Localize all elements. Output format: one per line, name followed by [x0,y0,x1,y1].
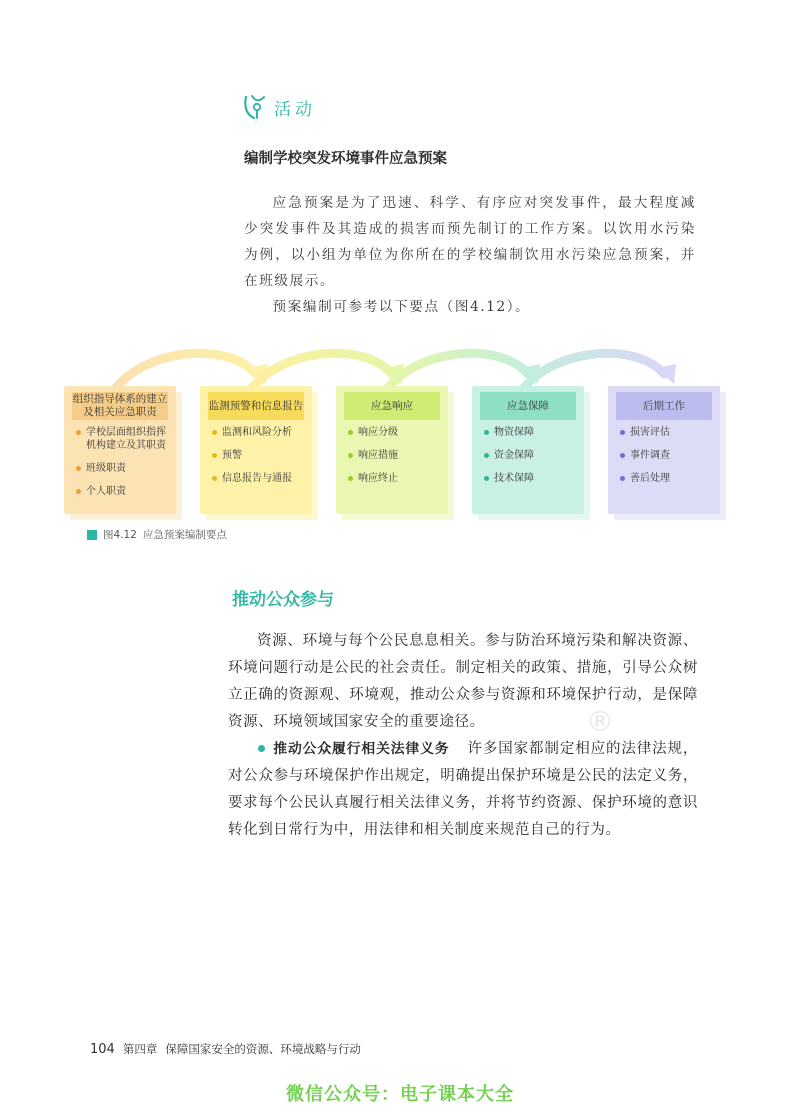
card-item: 技术保障 [482,472,578,485]
card-item: 损害评估 [618,426,714,439]
card-item: 物资保障 [482,426,578,439]
activity-paragraph-2: 预案编制可参考以下要点（图4.12）。 [272,299,531,315]
card-item: 响应分级 [346,426,442,439]
section-title: 推动公众参与 [232,590,334,610]
card-item: 监测和风险分析 [210,426,306,439]
bullet-text: 许多国家都制定相应的法律法规，对公众参与环境保护作出规定，明确提出保护环境是公民的法定义务，要求每个公民认真履行相关法律义务，并将节约资源、保护环境的意识转化到日常行为中，用法律和相关制度来规范自己的行为。 [228,741,699,838]
diagram-card-2 [200,386,312,514]
card-item: 事件调查 [618,449,714,462]
card-title: 应急保障 [480,392,576,420]
diagram-card-4 [472,386,584,514]
card-item-list [618,426,714,495]
activity-icon [242,93,268,121]
card-item: 资金保障 [482,449,578,462]
watermark-text: 微信公众号：电子课本大全 [286,1084,514,1105]
emergency-plan-diagram [56,340,720,520]
diagram-card-1 [64,386,176,514]
card-item: 信息报告与通报 [210,472,306,485]
arrow-1 [116,353,256,388]
registered-mark: ® [586,705,614,738]
card-item-list [346,426,442,495]
arrow-3 [388,353,528,388]
card-item-list [210,426,306,495]
section-paragraph-1: 资源、环境与每个公民息息相关。参与防治环境污染和解决资源、环境问题行动是公民的社会责任。制定相关的政策、措施，引导公众树立正确的资源观、环境观，推动公众参与资源和环境保护行动，是保障资源、环境领域国家安全的重要途径。 [228,633,698,730]
figure-caption [87,527,227,542]
card-title: 组织指导体系的建立及相关应急职责 [72,393,168,418]
arrow-2 [252,353,392,388]
diagram-card-3 [336,386,448,514]
card-item: 响应终止 [346,472,442,485]
card-item: 预警 [210,449,306,462]
card-title: 后期工作 [616,392,712,420]
card-item-list [482,426,578,495]
activity-header [242,92,316,122]
card-item: 班级职责 [74,462,170,475]
card-item: 个人职责 [74,485,170,498]
caption-marker [87,530,97,540]
arrow-4 [524,353,664,388]
bullet-term: 推动公众履行相关法律义务 [273,741,450,757]
page-footer [90,1041,361,1057]
caption-text: 应急预案编制要点 [142,529,227,541]
chapter-title: 保障国家安全的资源、环境战略与行动 [165,1042,361,1056]
page-number: 104 [90,1042,115,1057]
bullet-dot [258,745,265,752]
card-item: 学校层面组织指挥机构建立及其职责 [74,426,170,452]
section-paragraph-2 [228,736,698,844]
card-item: 响应措施 [346,449,442,462]
card-title: 应急响应 [344,392,440,420]
caption-number: 图4.12 [103,529,137,541]
card-item: 善后处理 [618,472,714,485]
diagram-card-5 [608,386,720,514]
activity-paragraph-1: 应急预案是为了迅速、科学、有序应对突发事件，最大程度减少突发事件及其造成的损害而预先制订的工作方案。以饮用水污染为例，以小组为单位为你所在的学校编制饮用水污染应急预案，并在班级展示。 [244,195,696,289]
activity-title: 编制学校突发环境事件应急预案 [244,151,447,167]
chapter-number: 第四章 [122,1042,158,1056]
card-item-list [74,426,170,508]
activity-label: 活动 [274,99,316,120]
card-title: 监测预警和信息报告 [208,392,304,420]
